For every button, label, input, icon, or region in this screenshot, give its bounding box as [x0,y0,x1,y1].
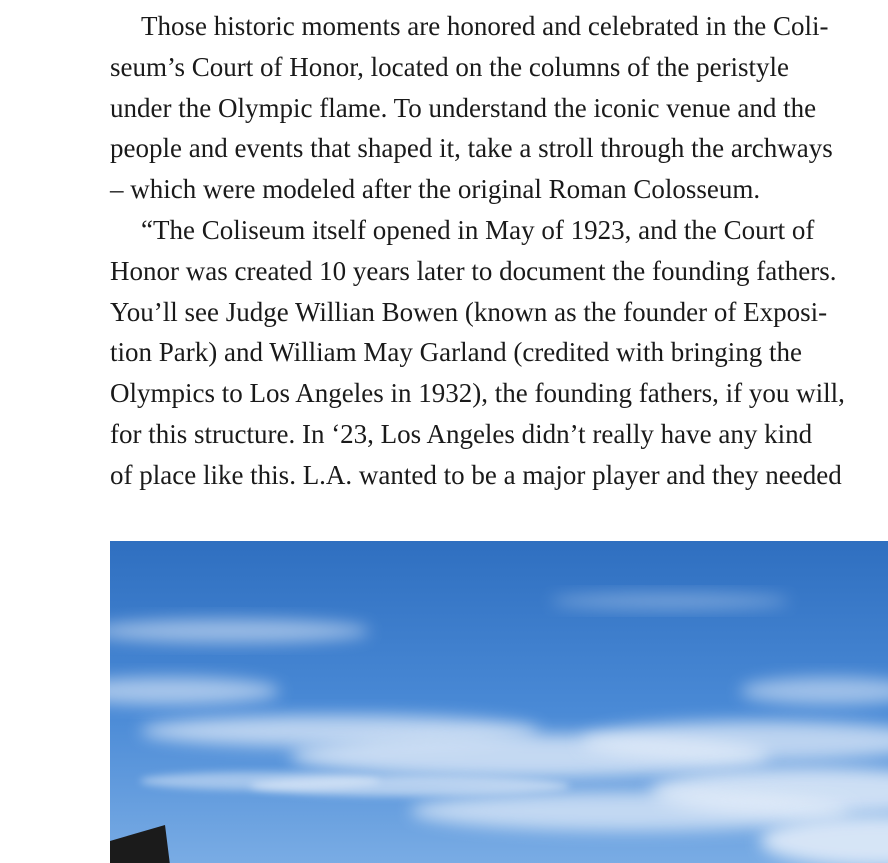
text-line: people and events that shaped it, take a stroll through the archways [110,133,833,164]
text-line: – which were modeled after the original Roman Colosseum. [110,174,761,205]
paragraph-2 [110,210,888,496]
text-line: Olympics to Los Angeles in 1932), the founding fathers, if you will, [110,378,845,409]
text-line: of place like this. L.A. wanted to be a major player and they needed [110,459,842,490]
text-line: seum’s Court of Honor, located on the columns of the peristyle [110,51,790,82]
sky-photo [110,541,888,863]
sky-photo-image [110,541,888,863]
paragraph-1 [110,6,888,210]
text-line: for this structure. In ‘23, Los Angeles didn’t really have any kind [110,418,813,449]
text-line: under the Olympic flame. To understand the iconic venue and the [110,92,817,123]
text-line: Those historic moments are honored and celebrated in the Coli- [141,11,829,41]
text-line: Honor was created 10 years later to document the founding fathers. [110,255,837,286]
text-line: You’ll see Judge Willian Bowen (known as the founder of Exposi- [110,296,828,327]
text-line: “The Coliseum itself opened in May of 1923, and the Court of [141,214,815,245]
text-line: tion Park) and William May Garland (credited with bringing the [110,337,802,368]
body-text [110,6,888,496]
